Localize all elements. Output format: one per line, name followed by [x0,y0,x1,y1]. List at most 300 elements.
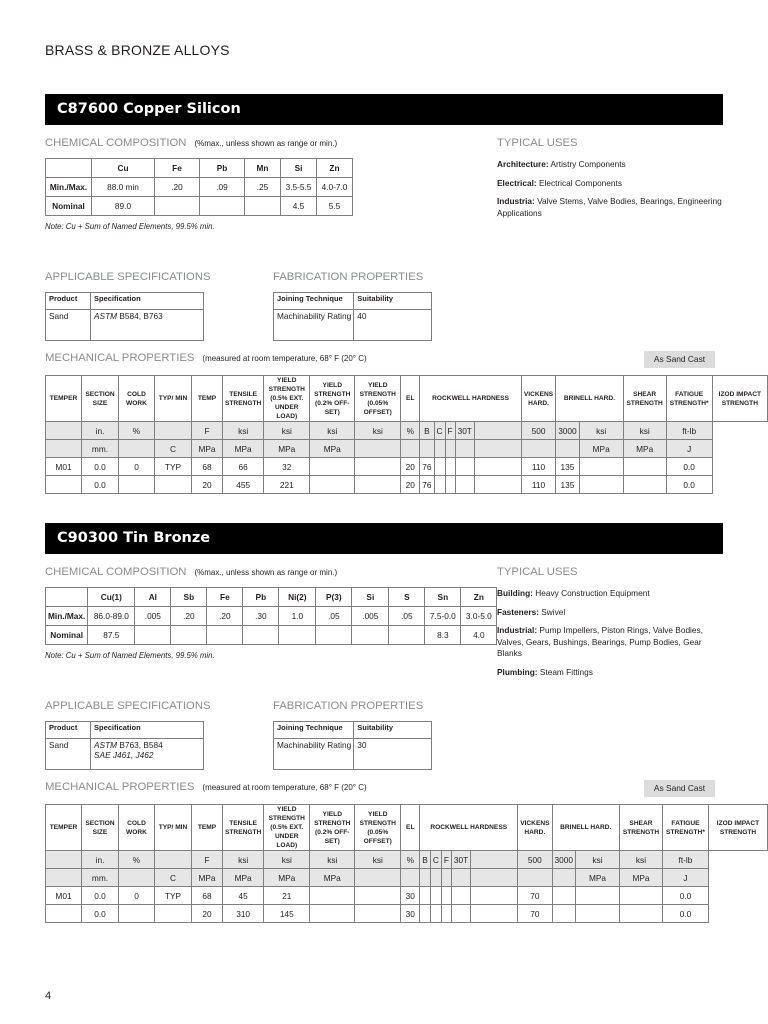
use-category: Fasteners: [497,606,539,617]
row-label-cell: Min./Max. [46,607,88,626]
value-cell [455,440,474,458]
value-cell: % [401,851,420,869]
value-cell: 5.5 [317,197,353,216]
value-cell: C [430,851,441,869]
value-cell [279,626,316,645]
value-cell [430,905,441,923]
spec-numbers: B584, B763 [117,311,163,321]
table-header-row [46,588,497,607]
page-number: 4 [45,990,52,1002]
value-cell: 0.0 [662,905,708,923]
fabrication-properties-heading: FABRICATION PROPERTIES [273,700,424,712]
section-heading-text: CHEMICAL COMPOSITION [45,566,187,578]
applicable-specifications-heading: APPLICABLE SPECIFICATIONS [45,271,211,283]
value-cell: MPa [192,440,223,458]
element-header-cell: Sb [171,588,207,607]
table-row [46,422,768,440]
value-cell: C [434,422,445,440]
value-cell [119,869,155,887]
header-cell: Suitability [354,293,432,310]
header-cell: ROCKWELL HARDNESS [420,805,518,851]
value-cell: 4.0 [461,626,497,645]
value-cell: 70 [518,905,552,923]
element-header-cell: Ni(2) [279,588,316,607]
value-cell: % [119,851,155,869]
table-row [46,178,353,197]
value-cell: ksi [579,422,623,440]
mechanical-properties-table [45,375,768,494]
alloy-title-bar: C90300 Tin Bronze [45,523,723,554]
value-cell [441,905,451,923]
value-cell [430,869,441,887]
value-cell: B [420,851,431,869]
value-cell: 4.0-7.0 [317,178,353,197]
element-header-cell: S [389,588,425,607]
value-cell: in. [82,422,119,440]
value-cell [471,905,518,923]
value-cell: .05 [389,607,425,626]
value-cell [455,458,474,476]
value-cell [474,458,521,476]
value-cell: ksi [619,851,662,869]
header-cell: YIELD STRENGTH (0.2% OFF-SET) [310,376,355,422]
value-cell: F [445,422,455,440]
value-cell: 30 [401,905,420,923]
value-cell [401,869,420,887]
value-cell: F [441,851,451,869]
value-cell: J [666,440,712,458]
value-cell: .30 [243,607,279,626]
header-cell: FATIGUE STRENGTH* [662,805,708,851]
value-cell: 88.0 min [92,178,155,197]
element-header-cell: Cu(1) [88,588,135,607]
mechanical-properties-heading [45,781,367,793]
header-cell: YIELD STRENGTH (0.2% OFF-SET) [310,805,355,851]
header-cell: IZOD IMPACT STRENGTH [708,805,767,851]
element-header-cell: Sn [425,588,461,607]
value-cell [355,440,401,458]
typical-use-item [497,667,727,679]
table-row [46,887,768,905]
value-cell: ft-lb [662,851,708,869]
value-cell: MPa [192,869,223,887]
value-cell [355,458,401,476]
header-cell: SECTION SIZE [82,376,119,422]
page-header: BRASS & BRONZE ALLOYS [45,42,230,58]
mechanical-properties-table [45,804,768,923]
value-cell: 221 [264,476,310,494]
value-cell: 0.0 [666,476,712,494]
value-cell: 70 [518,887,552,905]
as-sand-cast-badge: As Sand Cast [644,780,715,797]
spec-numbers: B763, B584 [117,740,163,750]
header-cell: YIELD STRENGTH (0.5% EXT. UNDER LOAD) [264,805,310,851]
use-description: Heavy Construction Equipment [532,588,650,598]
value-cell: MPa [579,440,623,458]
header-cell: Product [46,722,91,739]
element-header-cell: Pb [243,588,279,607]
value-cell [451,887,470,905]
fabrication-properties-heading: FABRICATION PROPERTIES [273,271,424,283]
value-cell: 145 [264,905,310,923]
value-cell: MPa [264,869,310,887]
typical-uses-list [497,588,727,685]
value-cell [451,905,470,923]
value-cell: 20 [401,458,420,476]
row-label-cell: Nominal [46,626,88,645]
header-cell: EL [401,376,420,422]
header-cell: TEMP [192,376,223,422]
value-cell [445,476,455,494]
typical-uses-heading: TYPICAL USES [497,566,578,578]
table-header-row [46,293,204,310]
value-cell: 0 [119,458,155,476]
header-cell: VICKENS HARD. [521,376,555,422]
element-header-cell: Fe [155,159,200,178]
value-cell [310,458,355,476]
use-description: Swivel [538,606,566,617]
value-cell [619,887,662,905]
table-header-row [46,159,353,178]
value-cell [575,887,619,905]
value-cell: 20 [401,476,420,494]
value-cell [46,851,82,869]
value-cell [355,887,401,905]
table-header-row [274,722,432,739]
value-cell [518,869,552,887]
heading-note: (measured at room temperature, 68° F (20° C) [202,783,367,792]
header-cell: EL [401,805,420,851]
header-cell: SECTION SIZE [82,805,119,851]
table-row [46,626,497,645]
row-label-cell: Nominal [46,197,92,216]
value-cell: 30 [354,739,432,770]
use-category: Electrical: [497,177,537,188]
value-cell: 20 [192,476,223,494]
value-cell: TYP [155,887,192,905]
property-cell: Machinability Rating [274,739,354,770]
table-row [46,739,204,770]
specifications-table [45,721,204,770]
header-cell: TEMPER [46,376,82,422]
value-cell [355,476,401,494]
value-cell [471,887,518,905]
value-cell [434,476,445,494]
value-cell [623,476,666,494]
value-cell [207,626,243,645]
header-cell: TENSILE STRENGTH [223,376,264,422]
value-cell [575,905,619,923]
header-cell: BRINELL HARD. [552,805,619,851]
value-cell [46,440,82,458]
as-sand-cast-badge: As Sand Cast [644,351,715,368]
value-cell [155,476,192,494]
header-cell: BRINELL HARD. [556,376,623,422]
value-cell: 76 [420,476,434,494]
value-cell [474,422,521,440]
value-cell: 87.5 [88,626,135,645]
value-cell [119,476,155,494]
value-cell [434,440,445,458]
spec-line: SAE J461, J462 [94,750,154,760]
value-cell: .005 [352,607,389,626]
section-heading-text: CHEMICAL COMPOSITION [45,137,187,149]
value-cell [430,887,441,905]
value-cell [552,905,575,923]
value-cell [119,440,155,458]
value-cell [556,440,579,458]
value-cell: MPa [619,869,662,887]
value-cell [245,197,281,216]
composition-footnote: Note: Cu + Sum of Named Elements, 99.5% min. [45,222,215,231]
alloy-title-bar: C87600 Copper Silicon [45,94,723,125]
value-cell: M01 [46,887,82,905]
value-cell [420,887,431,905]
header-cell: Specification [91,722,204,739]
typical-uses-heading: TYPICAL USES [497,137,578,149]
standard-name: ASTM [94,740,118,750]
value-cell [420,869,431,887]
specifications-table [45,292,204,341]
header-cell: COLD WORK [119,805,155,851]
value-cell: ft-lb [666,422,712,440]
header-cell: Product [46,293,91,310]
value-cell: 500 [518,851,552,869]
value-cell: C [155,869,192,887]
value-cell [155,851,192,869]
element-header-cell: Cu [92,159,155,178]
fabrication-table [273,292,432,341]
value-cell: ksi [264,851,310,869]
table-row [46,607,497,626]
value-cell [420,905,431,923]
element-header-cell: Fe [207,588,243,607]
value-cell [316,626,352,645]
value-cell: J [662,869,708,887]
use-description: Valve Stems, Valve Bodies, Bearings, Engineering Applications [497,196,722,218]
value-cell [352,626,389,645]
value-cell [552,869,575,887]
value-cell: TYP [155,458,192,476]
header-cell [46,588,88,607]
value-cell: MPa [223,869,264,887]
value-cell [46,422,82,440]
value-cell: .20 [171,607,207,626]
value-cell [46,905,82,923]
value-cell [434,458,445,476]
value-cell: MPa [575,869,619,887]
chemical-composition-heading [45,137,337,149]
value-cell: ksi [310,422,355,440]
value-cell: .20 [207,607,243,626]
value-cell: mm. [82,869,119,887]
value-cell: 68 [192,887,223,905]
use-description: Artistry Components [548,159,626,169]
row-label-cell: Min./Max. [46,178,92,197]
value-cell: MPa [623,440,666,458]
heading-note: (measured at room temperature, 68° F (20° C) [202,354,367,363]
value-cell: 0 [119,887,155,905]
spec-line [94,311,201,321]
chemical-composition-heading [45,566,337,578]
spec-line [94,740,201,750]
value-cell [420,440,434,458]
value-cell [355,869,401,887]
mechanical-properties-heading [45,352,367,364]
header-cell: SHEAR STRENGTH [619,805,662,851]
value-cell: ksi [355,422,401,440]
value-cell: 8.3 [425,626,461,645]
value-cell: 0.0 [82,476,119,494]
value-cell: in. [82,851,119,869]
value-cell [243,626,279,645]
value-cell: 89.0 [92,197,155,216]
value-cell: MPa [264,440,310,458]
section-heading-text: MECHANICAL PROPERTIES [45,781,195,793]
chemical-composition-table [45,158,353,216]
value-cell: 30 [401,887,420,905]
value-cell [619,905,662,923]
value-cell: 4.5 [281,197,317,216]
header-cell [46,159,92,178]
value-cell: 500 [521,422,555,440]
use-category: Building: [497,588,533,598]
use-description: Electrical Components [536,177,622,188]
value-cell: 0.0 [82,887,119,905]
value-cell: .25 [245,178,281,197]
table-row [46,476,768,494]
value-cell [135,626,171,645]
value-cell [155,905,192,923]
value-cell: .20 [155,178,200,197]
value-cell [310,905,355,923]
value-cell: 40 [354,310,432,341]
header-cell: Joining Technique [274,293,354,310]
value-cell: M01 [46,458,82,476]
use-category: Industria: [497,196,535,206]
value-cell [355,905,401,923]
header-cell: SHEAR STRENGTH [623,376,666,422]
value-cell: ksi [623,422,666,440]
value-cell: 0.0 [666,458,712,476]
value-cell [200,197,245,216]
value-cell: 21 [264,887,310,905]
value-cell: 32 [264,458,310,476]
typical-use-item [497,159,727,171]
value-cell: % [401,422,420,440]
table-row [46,905,768,923]
value-cell: 110 [521,458,555,476]
value-cell [471,851,518,869]
element-header-cell: Pb [200,159,245,178]
table-row [46,310,204,341]
value-cell [579,476,623,494]
value-cell: 0.0 [662,887,708,905]
header-cell: Specification [91,293,204,310]
typical-use-item [497,625,727,660]
typical-use-item [497,607,727,619]
value-cell [310,476,355,494]
table-row [46,458,768,476]
value-cell: 76 [420,458,434,476]
applicable-specifications-heading: APPLICABLE SPECIFICATIONS [45,700,211,712]
table-row [274,310,432,341]
value-cell [310,887,355,905]
header-cell: FATIGUE STRENGTH* [666,376,712,422]
value-cell: 3000 [556,422,579,440]
value-cell: 3.0-5.0 [461,607,497,626]
header-cell: YIELD STRENGTH (0.05% OFFSET) [355,376,401,422]
value-cell: 135 [556,458,579,476]
value-cell [521,440,555,458]
value-cell [474,476,521,494]
element-header-cell: Mn [245,159,281,178]
value-cell: 86.0-89.0 [88,607,135,626]
use-category: Industrial: [497,625,538,635]
value-cell: .05 [316,607,352,626]
value-cell: 310 [223,905,264,923]
value-cell: ksi [355,851,401,869]
value-cell [119,905,155,923]
value-cell: 1.0 [279,607,316,626]
value-cell [171,626,207,645]
header-cell: YIELD STRENGTH (0.05% OFFSET) [355,805,401,851]
value-cell: 68 [192,458,223,476]
table-row [46,197,353,216]
header-cell: COLD WORK [119,376,155,422]
value-cell [46,476,82,494]
value-cell: 7.5-0.0 [425,607,461,626]
value-cell: MPa [310,869,355,887]
value-cell: ksi [310,851,355,869]
value-cell: 30T [455,422,474,440]
table-row [274,739,432,770]
header-cell: TYP/ MIN [155,805,192,851]
header-cell: TEMPER [46,805,82,851]
value-cell: ksi [575,851,619,869]
fabrication-table [273,721,432,770]
header-cell: Joining Technique [274,722,354,739]
value-cell: 135 [556,476,579,494]
specification-cell [91,739,204,770]
table-header-row [274,293,432,310]
header-cell: TENSILE STRENGTH [223,805,264,851]
value-cell [455,476,474,494]
chemical-composition-table [45,587,497,645]
table-header-row [46,722,204,739]
property-cell: Machinability Rating [274,310,354,341]
header-cell: YIELD STRENGTH (0.5% EXT. UNDER LOAD) [264,376,310,422]
value-cell [441,887,451,905]
value-cell [445,440,455,458]
table-row [46,869,768,887]
element-header-cell: Zn [461,588,497,607]
use-category: Plumbing: [497,666,538,677]
value-cell [155,422,192,440]
value-cell: B [420,422,434,440]
typical-use-item [497,196,727,219]
value-cell [441,869,451,887]
value-cell: ksi [223,422,264,440]
value-cell [552,887,575,905]
element-header-cell: Zn [317,159,353,178]
value-cell: 66 [223,458,264,476]
header-cell: TYP/ MIN [155,376,192,422]
value-cell: ksi [223,851,264,869]
value-cell: 20 [192,905,223,923]
element-header-cell: Al [135,588,171,607]
value-cell [46,869,82,887]
